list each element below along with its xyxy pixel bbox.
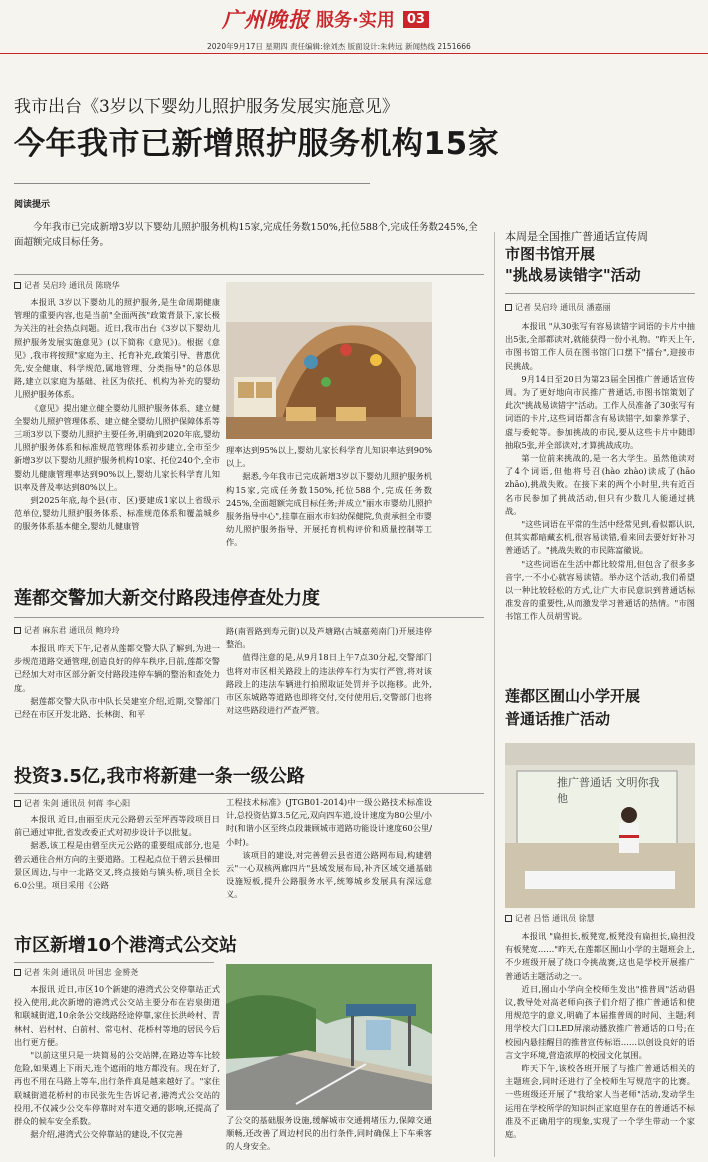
school-para: 本报讯 "扁担长,板凳宽,板凳没有扁担长,扁担没有板凳宽……"昨天,在莲都区囿山小学的主题班会上,不少班级开展了绕口令挑战赛,这也是学校开展推广普通话主题活动之一。 [505,931,695,981]
bus-rule [14,962,214,963]
library-para: "这些词语在平常的生活中经常见到,看似都认识,但其实都暗藏玄机,很容易读错,看来回去要好好补习普通话了。"挑战失败的市民陈富徽说。 [505,519,695,556]
traffic-col2 [226,625,432,717]
lead-para: 《意见》提出建立健全婴幼儿照护服务体系、建立健全婴幼儿照护管理体系、建立健全婴幼儿照护保障体系等三项3岁以下婴幼儿照护主要任务,明确到2020年底,婴幼儿照护服务体系和标准规范管理体系初步建立,全市至少新增3岁以下婴幼儿照护服务机构10家、托位240个,全市婴幼儿健康管理率达到90%以上,婴幼儿家长科学育儿知识率及普及率达到80%以上。 [14,402,220,492]
byline-box-icon [14,627,21,634]
byline-box-icon [14,282,21,289]
traffic-para: 据莲都交警大队市中队长吴建室介绍,近期,交警部门已经在市区开发北路、长林街、和平 [14,695,220,720]
library-body [505,320,695,624]
road-col2 [226,796,432,902]
lead-headline: 今年我市已新增照护服务机构15家 [14,126,500,162]
traffic-headline: 莲都交警加大新交付路段违停查处力度 [14,588,320,609]
byline-box-icon [14,800,21,807]
bus-stop-photo-art [226,964,432,1110]
lead-para: 理率达到95%以上,婴幼儿家长科学育儿知识率达到90%以上。 [226,445,432,469]
lead-byline [14,280,120,291]
school-byline [505,913,595,924]
library-headline: 市图书馆开展 "挑战易读错字"活动 [505,245,641,284]
bus-para: "以前这里只是一块简易的公交站牌,在路边等车比较危险,如果遇上下雨天,连个遮雨的地方都没有。现在好了,再也不用在马路上等车,出行条件真是越来越好了。"家住联城街道花桥村的市民张先生告诉记者,港湾式公交站的投用,不仅减少公交车停靠时对车道交通的影响,还提高了群众的候车安全系数。 [14,1050,220,1127]
school-para: 昨天下午,该校各班开展了与推广普通话相关的主题班会,同时还进行了全校师生写规范字的比赛。一些班级还开展了"我给家人当老师"活动,发动学生运用在学校所学的知识纠正家庭里存在的普通话不标准及不正确用字的现象,实现了一个学生带动一个家庭。 [505,1063,695,1140]
lead-para: 本报讯 3岁以下婴幼儿的照护服务,是生命周期健康管理的重要内容,也是当前"全面两孩"政策背景下,家长极为关注的社会热点问题。近日,我市出台《3岁以下婴幼儿照护服务发展实施意见》(以下简称《意见》)。根据《意见》,我市将按照"家庭为主、托育补充,政策引导、普惠优先,安全健康、科学规范,属地管理、分类指导"的总体思路,建立以家庭为基础、社区为依托、机构为补充的婴幼儿照护服务体系。 [14,297,220,400]
lead-digest: 今年我市已完成新增3岁以下婴幼儿照护服务机构15家,完成任务数150%,托位588个,完成任务数245%,全面超额完成目标任务。 [14,222,478,248]
school-para: 近日,囿山小学向全校师生发出"推普周"活动倡议,教导处对高老师向孩子们介绍了推广普通话和使用规范字的意义,明确了本届推普周的时间、主题;利用学校大门口LED屏滚动播放推广普通话的口号;在校园内悬挂醒目的推普宣传标语……以创设良好的语言文字环境,营造浓厚的校园文化氛围。 [505,983,695,1060]
nursery-photo [226,282,432,439]
lead-para: 据悉,今年我市已完成新增3岁以下婴幼儿照护服务机构15家,完成任务数150%,托位588个,完成任务数245%,全面超额完成目标任务;并成立"丽水市婴幼儿照护服务指导中心",挂靠在丽水市妇幼保健院,负责承担全市婴幼儿照护服务指导、开展托育机构评价和质量控制等工作。 [226,471,432,548]
road-byline [14,798,130,809]
traffic-para: 值得注意的是,从9月18日上午7点30分起,交警部门也将对市区相关路段上的违法停车行为实行严管,将对该路段上的违法车辆进行拍照取证处罚并予以拖移。此外,市区东城路等道路也即将交付,交付使用后,交警部门也将对这些路段进行严查严管。 [226,652,432,716]
byline-box-icon [14,969,21,976]
traffic-byline [14,625,120,636]
bus-para: 了公交的基础服务设施,缓解城市交通拥堵压力,保障交通顺畅,还改善了周边村民的出行条件,同时确保上下车乘客的人身安全。 [226,1115,432,1152]
bus-para: 本报讯 近日,市区10个新建的港湾式公交停靠站正式投入使用,此次新增的港湾式公交站主要分布在岩泉街道和联城街道,10余条公交线路经途停靠,家住长洪岭村、青林村、岩村村、白前村、常屯村、花桥村等地的居民今后出行更方便。 [14,984,220,1047]
traffic-col1 [14,642,220,721]
lead-col2 [226,444,432,550]
lead-para: 到2025年底,每个县(市、区)要建成1家以上省级示范单位,婴幼儿照护服务体系、标准规范体系和覆盖城乡的服务体系基本健全,婴幼儿健康管 [14,495,220,532]
traffic-para: 路(南晋路到寿元街)以及芦塘路(古城嘉苑南门)开展违停整治。 [226,626,432,650]
bus-byline [14,967,138,978]
lead-rule [14,274,484,275]
nursery-photo-art [226,282,432,439]
library-para: 9月14日至20日为第23届全国推广普通话宣传周。为了更好地向市民推广普通话,市图书馆策划了此次"挑战易读错字"活动。工作人员准备了30张写有词语的卡片,这些词语都含有易读错字,如豢养掌子、虚与委蛇等。参加挑战的市民,要从这些卡片中随即抽取5张,并全部读对,才算挑战成功。 [505,373,695,450]
library-kicker: 本周是全国推广普通话宣传周 [505,230,648,243]
masthead-rule [0,53,708,54]
bus-col1 [14,983,220,1141]
library-byline [505,302,611,313]
library-rule [505,293,695,294]
bus-headline: 市区新增10个港湾式公交站 [14,935,238,956]
school-byline-text: 记者 吕悟 通讯员 徐慧 [515,914,595,923]
byline-box-icon [505,304,512,311]
school-body [505,930,695,1141]
newspaper-logo: 广州晚报 [222,7,310,32]
classroom-photo-art [505,743,695,908]
bus-col2 [226,1114,432,1154]
masthead [222,4,468,34]
column-divider [494,232,495,1157]
library-para: 第一位前来挑战的,是一名大学生。虽然他读对了4个词语,但他将号召(hào zhào)读成了(hāo zhāo),挑战失败。在接下来的两个小时里,共有近百名市民参加了挑战活动,但只有少数几人能通过挑战。 [505,453,695,516]
lead-col1 [14,296,220,534]
section-title: 服务·实用 [316,10,395,31]
library-para: "这些词语在生活中都比较常用,但包含了很多多音字,一不小心就容易读错。举办这个活动,我们希望以一种比较轻松的方式,让广大市民意识到普通话标准发音的重要性,从而激发学习普通话的热情。"市图书馆工作人员胡雪说。 [505,558,695,622]
bus-para: 据介绍,港湾式公交停靠站的建设,不仅完善 [30,1129,183,1140]
road-headline: 投资3.5亿,我市将新建一条一级公路 [14,766,305,787]
traffic-para: 本报讯 昨天下午,记者从莲都交警大队了解到,为进一步规范道路交通管理,创造良好的停车秩序,目前,莲都交警已经加大对市区部分新交付路段违停车辆的整治和查处力度。 [14,643,220,693]
photo-caption: 推广普通话 文明你我他 [557,776,660,805]
traffic-rule [14,617,484,618]
classroom-photo [505,743,695,908]
library-para: 本报讯 "从30张写有容易读错字词语的卡片中抽出5张,全部都读对,就能获得一份小礼物。"昨天上午,市图书馆工作人员在图书馆门口摆下"擂台",迎接市民挑战。 [505,321,695,371]
road-rule [14,793,484,794]
road-byline-text: 记者 朱剑 通讯员 何蒋 李心阳 [24,799,131,808]
road-col1 [14,813,220,892]
lead-subhead: 我市出台《3岁以下婴幼儿照护服务发展实施意见》 [14,97,399,117]
bus-byline-text: 记者 朱剑 通讯员 叶国忠 金赟尧 [24,968,139,977]
school-headline: 莲都区囿山小学开展 普通话推广活动 [505,687,641,728]
library-byline-text: 记者 吴启玲 通讯员 潘嘉丽 [515,303,611,312]
road-para: 工程技术标准》(JTGB01-2014)中一级公路技术标准设计,总投资估算3.5亿元,双向四车道,设计速度为80公里/小时(和谐小区至终点段兼顾城市道路功能设计速度60公里/小时)。 [226,797,432,847]
page-number: 03 [403,11,429,28]
road-para: 该项目的建设,对完善碧云县省道公路网布局,构建碧云"一心双核两廊四片"县域发展布局,补齐区域交通基础设施短板,提升公路服务水平,统筹城乡发展具有深远意义。 [226,849,432,900]
traffic-byline-text: 记者 麻东君 通讯员 鲍玲玲 [24,626,120,635]
digest-label: 阅读提示 [14,200,51,210]
bus-stop-photo [226,964,432,1110]
road-para: 本报讯 近日,由丽至庆元公路碧云至坪西等段项目日前已通过审批,省发改委正式对初步设计予以批复。 [14,814,220,838]
dateline: 2020年9月17日 星期四 责任编辑:徐刘杰 版面设计:朱转远 新闻热线 2151666 [207,42,471,51]
byline-box-icon [505,915,512,922]
digest-rule [14,183,370,184]
lead-byline-text: 记者 吴启玲 通讯员 陈晓华 [24,281,120,290]
road-para: 据悉,该工程是由碧至庆元公路的重要组成部分,也是碧云通往合州方向的主要道路。工程起点位于碧云县梯田景区周边,与中一北路交叉,终点接始与镇头桥,项目全长6.0公里。项目采用《公路 [14,840,220,891]
